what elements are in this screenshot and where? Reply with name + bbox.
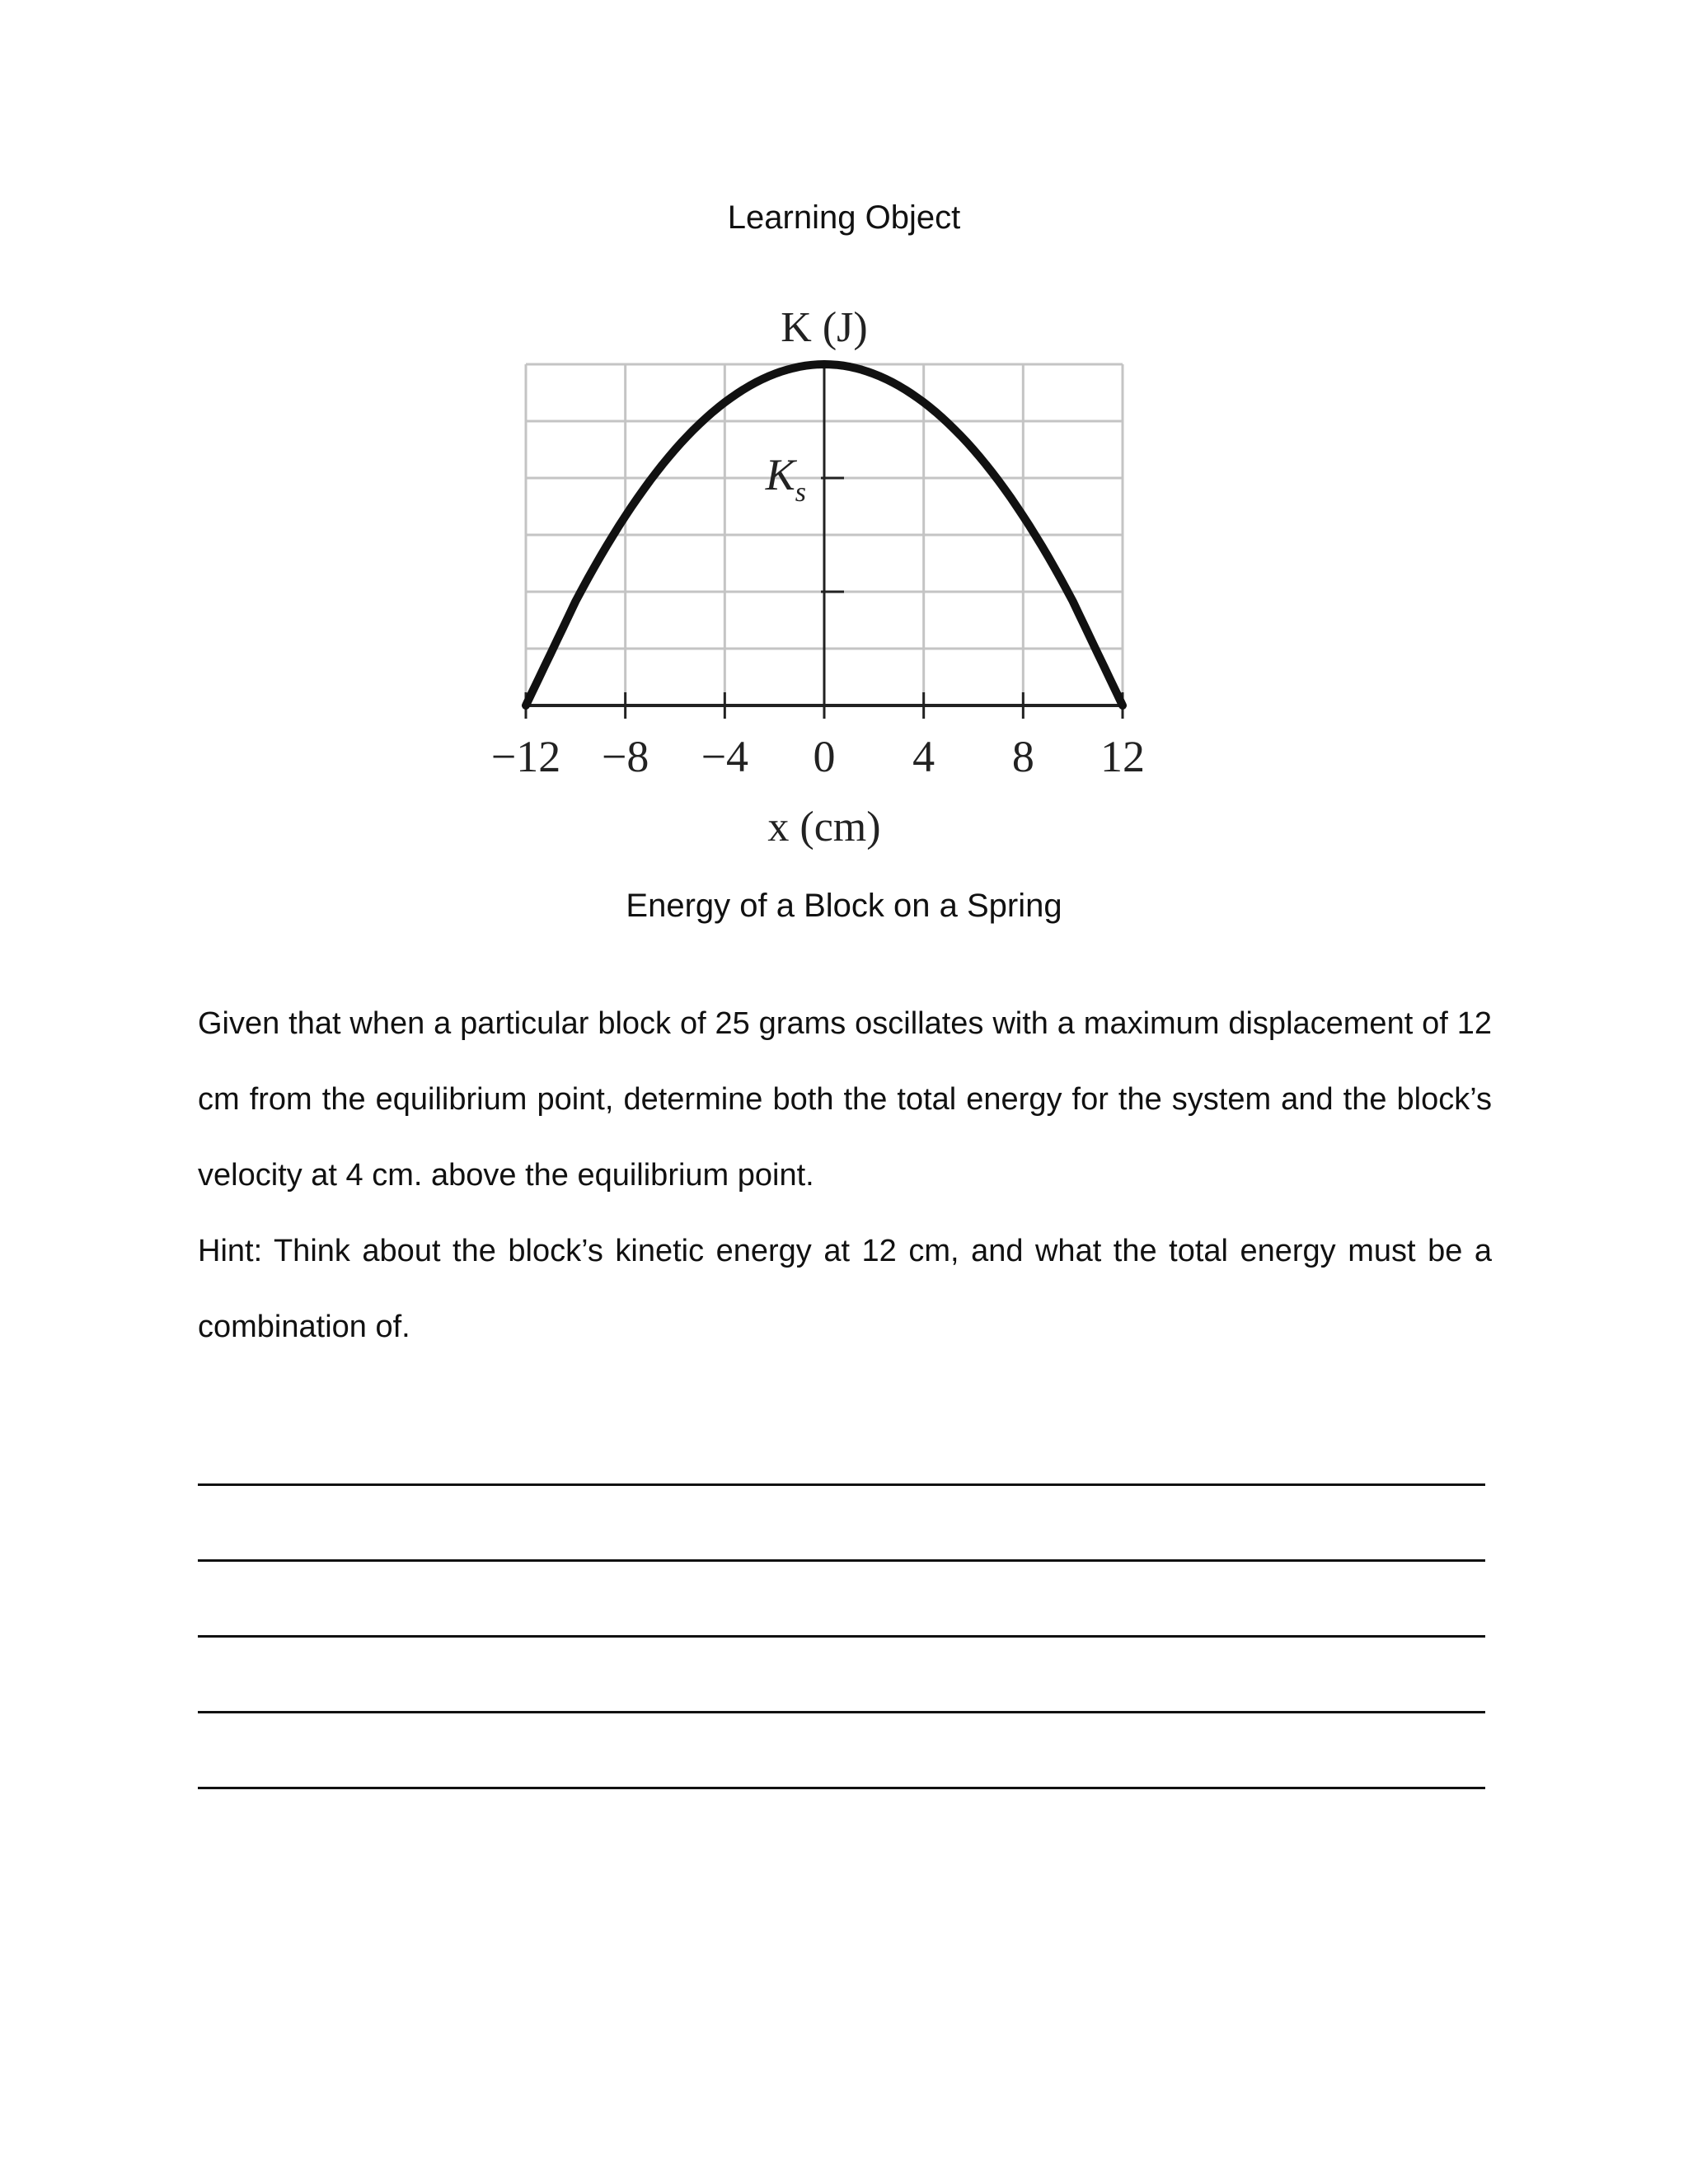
answer-line bbox=[198, 1562, 1485, 1638]
question-block bbox=[198, 986, 1492, 1365]
answer-line bbox=[198, 1638, 1485, 1713]
figure-caption: Energy of a Block on a Spring bbox=[626, 888, 1062, 924]
page-title: Learning Object bbox=[727, 199, 961, 236]
x-tick-label: 4 bbox=[912, 732, 935, 781]
answer-line bbox=[198, 1713, 1485, 1789]
x-tick-label: −12 bbox=[490, 732, 561, 781]
x-tick-label: −4 bbox=[701, 732, 749, 781]
y-tick-label-ks: $K_s$ bbox=[765, 450, 806, 508]
x-tick-label: 8 bbox=[1011, 732, 1034, 781]
x-tick-label: −8 bbox=[601, 732, 649, 781]
x-axis-label: x (cm) bbox=[767, 804, 881, 851]
x-tick-label: 0 bbox=[813, 732, 836, 781]
answer-lines bbox=[198, 1483, 1485, 1789]
kinetic-energy-chart bbox=[462, 297, 1187, 865]
question-text: Given that when a particular block of 25 grams oscillates with a maximum displacement of 12 cm from the equilibrium point, determine both the total energy for the system and the block’s velocity at 4 cm. above the equilibrium point. bbox=[198, 1006, 1492, 1193]
x-tick-label: 12 bbox=[1100, 732, 1145, 781]
hint-text: Hint: Think about the block’s kinetic energy at 12 cm, and what the total energy must be a combination of. bbox=[198, 1234, 1492, 1344]
chart-ticks bbox=[491, 450, 1145, 781]
y-axis-label: K (J) bbox=[781, 304, 868, 351]
answer-line bbox=[198, 1486, 1485, 1562]
